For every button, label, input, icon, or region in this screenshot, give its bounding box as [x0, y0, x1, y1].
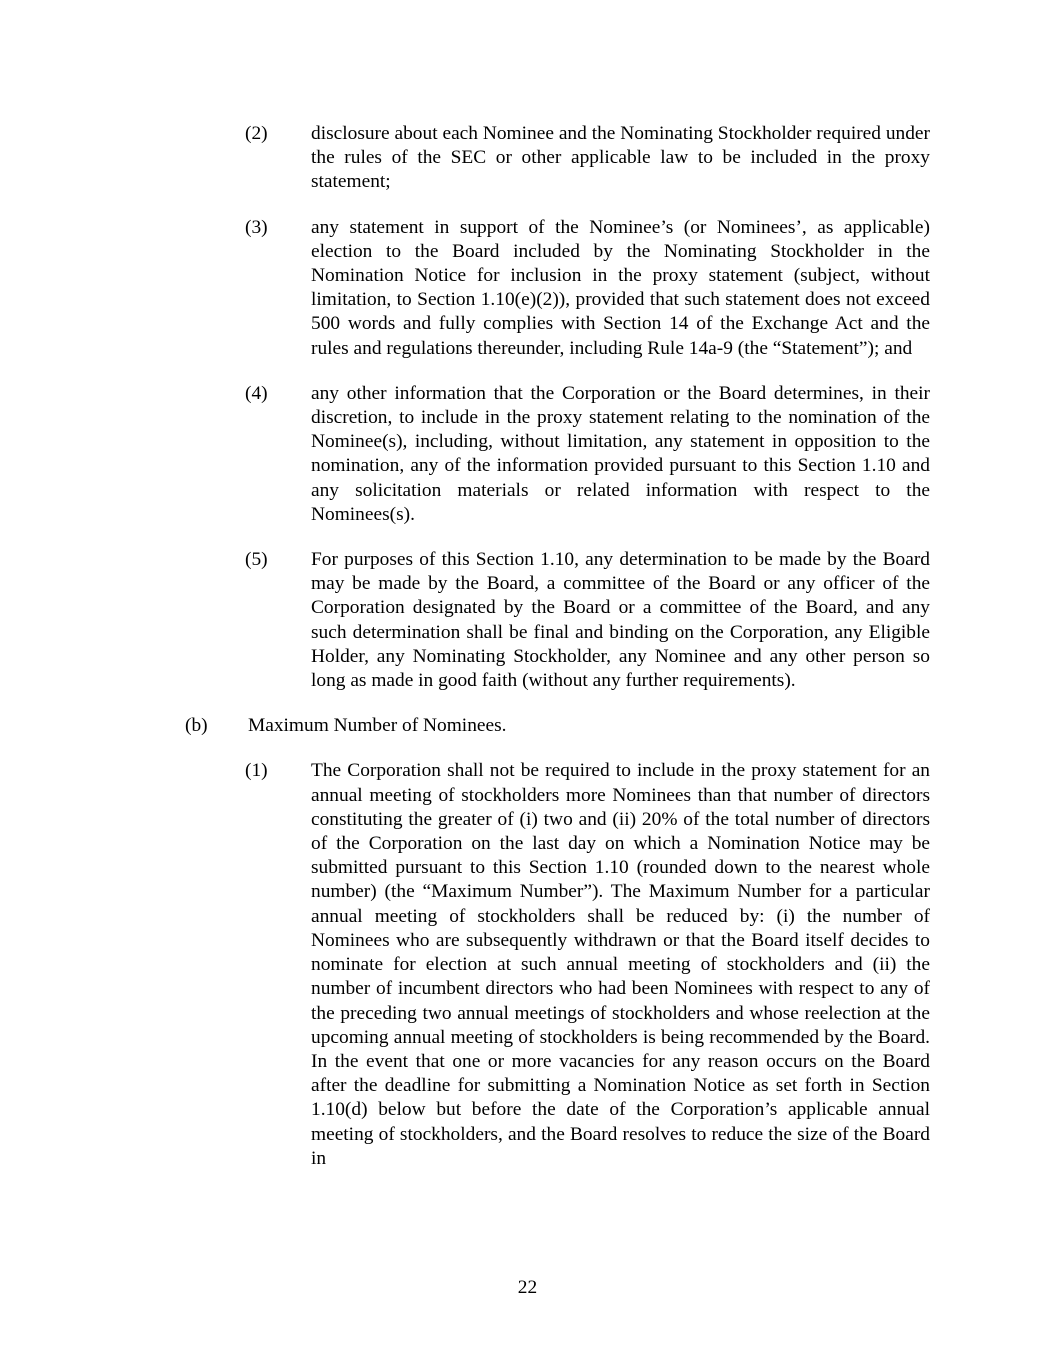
list-item-2 [245, 122, 930, 195]
subsection-label: (b) [185, 715, 208, 737]
list-item-text: The Corporation shall not be required to include in the proxy statement for an annual meeting of stockholders more Nominees than that number of directors constituting the greater of (i) two and (ii) 20% of the total number of directors of the Corporation on the last day on which a Nomination Notice may be submitted pursuant to this Section 1.10 (rounded down to the nearest whole number) (the “Maximum Number”). The Maximum Number for a particular annual meeting of stockholders shall be reduced by: (i) the number of Nominees who are subsequently withdrawn or that the Board itself decides to nominate for election at such annual meeting of stockholders and (ii) the number of incumbent directors who had been Nominees with respect to any of the preceding two annual meetings of stockholders and whose reelection at the upcoming annual meeting of stockholders is being recommended by the Board. In the event that one or more vacancies for any reason occurs on the Board after the deadline for submitting a Nomination Notice as set forth in Section 1.10(d) below but before the date of the Corporation’s applicable annual meeting of stockholders, and the Board resolves to reduce the size of the Board in [311, 760, 930, 1169]
list-item-number: (2) [245, 123, 268, 144]
list-item-number: (1) [245, 760, 268, 782]
list-item-4 [245, 382, 930, 527]
list-item-text: any other information that the Corporation or the Board determines, in their discretion, to include in the proxy statement relating to the nomination of the Nominee(s), including, without limitation, any statement in opposition to the nomination, any of the information provided pursuant to this Section 1.10 and any solicitation materials or related information with respect to the Nominees(s). [311, 382, 930, 525]
list-item-text: any statement in support of the Nominee’s (or Nominees’, as applicable) election to the Board included by the Nominating Stockholder in the Nomination Notice for inclusion in the proxy statement (subject, without limitation, to Section 1.10(e)(2)), provided that such statement does not exceed 500 words and fully complies with Section 14 of the Exchange Act and the rules and regulations thereunder, including Rule 14a-9 (the “Statement”); and [311, 216, 930, 359]
subsection-title: Maximum Number of Nominees. [248, 715, 507, 737]
list-item-number: (4) [245, 382, 268, 404]
list-item-5 [245, 548, 930, 693]
list-item-text: disclosure about each Nominee and the Nominating Stockholder required under the rules of the SEC or other applicable law to be included in the proxy statement; [311, 123, 930, 193]
subsection-item-1 [245, 759, 930, 1170]
list-item-text: For purposes of this Section 1.10, any determination to be made by the Board may be made by the Board, a committee of the Board or any officer of the Corporation designated by the Board or a committee of the Board, and any such determination shall be final and binding on the Corporation, any Eligible Holder, any Nominating Stockholder, any Nominee and any other person so long as made in good faith (without any further requirements). [311, 549, 930, 692]
page-number: 22 [517, 1277, 538, 1298]
list-item-number: (5) [245, 549, 268, 571]
list-item-number: (3) [245, 216, 268, 238]
list-item-3 [245, 216, 930, 361]
document-body [0, 122, 1055, 1192]
subsection-heading [185, 714, 930, 738]
